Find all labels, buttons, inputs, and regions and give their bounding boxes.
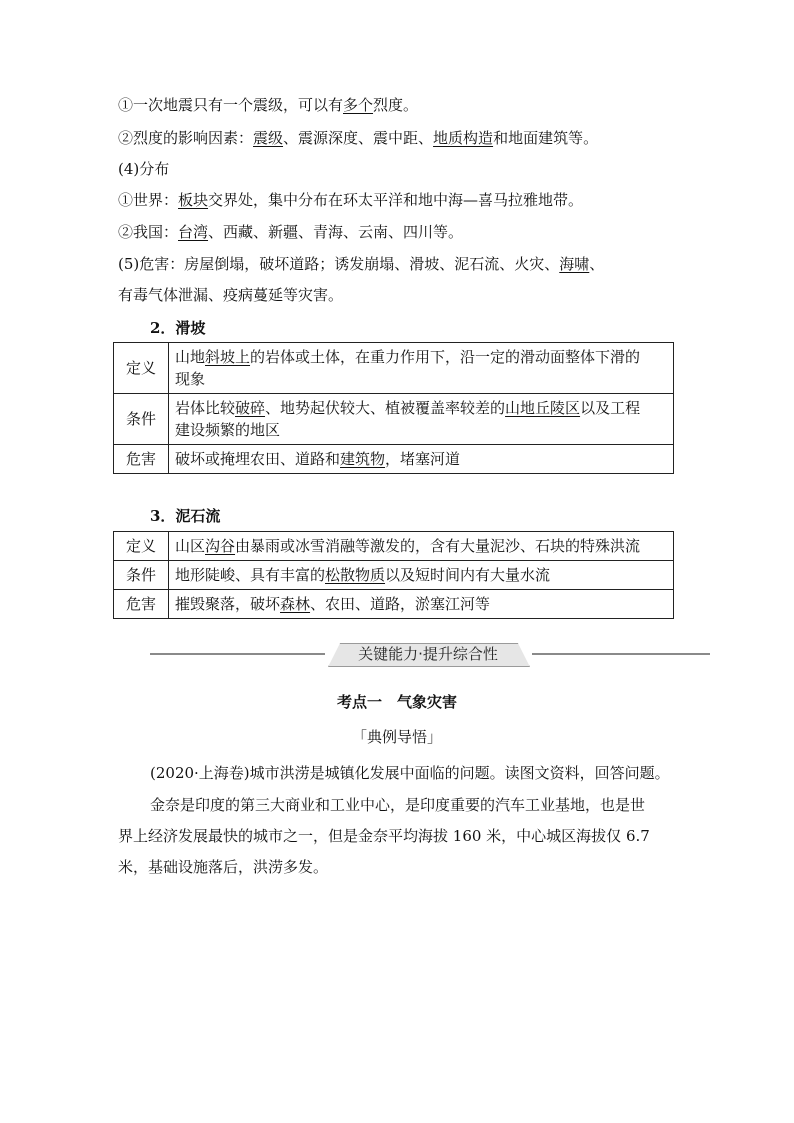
row-key: 条件 [114, 394, 169, 445]
example-line-1: (2020·上海卷)城市洪涝是城镇化发展中面临的问题。读图文资料，回答问题。 [150, 764, 670, 782]
underlined-text: 多个 [343, 96, 374, 114]
row-key: 定义 [114, 532, 169, 561]
text: 山区 [175, 537, 206, 555]
text: 、地势起伏较大、植被覆盖率较差的 [265, 399, 506, 417]
row-key: 定义 [114, 343, 169, 394]
text: 和地面建筑等。 [493, 129, 599, 147]
text: 由暴雨或冰雪消融等激发的，含有大量泥沙、石块的特殊洪流 [235, 537, 641, 555]
underlined-text: 震级 [253, 129, 284, 147]
table-row [114, 532, 674, 561]
world-distribution [118, 190, 583, 210]
text: 破坏或掩埋农田、道路和 [175, 450, 341, 468]
underlined-text: 斜坡上 [205, 348, 251, 366]
text: 摧毁聚落，破坏 [175, 595, 281, 613]
text: 、 [589, 255, 605, 273]
text: ②我国： [118, 223, 179, 241]
underlined-text: 沟谷 [205, 537, 236, 555]
text: ②烈度的影响因素： [118, 129, 254, 147]
hazards-line-1 [118, 254, 604, 274]
distribution-heading: (4)分布 [118, 160, 170, 178]
section-banner [150, 641, 710, 667]
table-row [114, 394, 674, 445]
example-line-4: 米，基础设施落后，洪涝多发。 [118, 858, 329, 876]
text: 地形陡峻、具有丰富的 [175, 566, 326, 584]
intensity-factors [118, 128, 598, 148]
underlined-text: 地质构造 [433, 129, 494, 147]
underlined-text: 破碎 [235, 399, 266, 417]
sub-title: 「典例导悟」 [351, 728, 442, 746]
text: 烈度。 [373, 96, 419, 114]
text: 、西藏、新疆、青海、云南、四川等。 [208, 223, 464, 241]
text: 现象 [175, 370, 206, 388]
underlined-text: 海啸 [559, 255, 590, 273]
debris-flow-table [113, 531, 674, 619]
banner-left-rule [150, 653, 325, 655]
section-title: 考点一 气象灾害 [336, 693, 457, 711]
text: 山地 [175, 348, 206, 366]
row-key: 条件 [114, 561, 169, 590]
underlined-text: 森林 [280, 595, 311, 613]
underlined-text: 台湾 [178, 223, 209, 241]
underlined-text: 松散物质 [325, 566, 386, 584]
example-line-3: 界上经济发展最快的城市之一，但是金奈平均海拔 160 米，中心城区海拔仅 6.7 [118, 827, 650, 845]
landslide-heading: 2．滑坡 [150, 319, 206, 337]
text: ①一次地震只有一个震级，可以有 [118, 96, 344, 114]
underlined-text: 建筑物 [340, 450, 386, 468]
row-value [169, 445, 674, 474]
underlined-text: 板块 [178, 191, 209, 209]
text: 交界处，集中分布在环太平洋和地中海—喜马拉雅地带。 [208, 191, 584, 209]
text: ，堵塞河道 [385, 450, 461, 468]
row-key: 危害 [114, 590, 169, 619]
text: 、农田、道路，淤塞江河等 [310, 595, 491, 613]
banner-label: 关键能力·提升综合性 [358, 645, 498, 663]
row-value [169, 394, 674, 445]
row-value [169, 343, 674, 394]
example-line-2: 金奈是印度的第三大商业和工业中心，是印度重要的汽车工业基地，也是世 [150, 796, 646, 814]
text: ①世界： [118, 191, 179, 209]
row-value [169, 590, 674, 619]
debris-flow-heading: 3．泥石流 [150, 507, 221, 525]
row-key: 危害 [114, 445, 169, 474]
text: 、震源深度、震中距、 [283, 129, 434, 147]
table-row [114, 561, 674, 590]
banner-right-rule [532, 653, 710, 655]
text: 以及短时间内有大量水流 [385, 566, 551, 584]
hazards-line-2: 有毒气体泄漏、疫病蔓延等灾害。 [118, 286, 344, 304]
text: 以及工程 [580, 399, 641, 417]
text: 建设频繁的地区 [175, 421, 281, 439]
intensity-note [118, 95, 418, 115]
text: (5)危害：房屋倒塌，破坏道路；诱发崩塌、滑坡、泥石流、火灾、 [118, 255, 560, 273]
china-distribution [118, 222, 463, 242]
table-row [114, 445, 674, 474]
row-value [169, 561, 674, 590]
table-row [114, 590, 674, 619]
landslide-table [113, 342, 674, 474]
table-row [114, 343, 674, 394]
row-value [169, 532, 674, 561]
text: 的岩体或土体，在重力作用下，沿一定的滑动面整体下滑的 [250, 348, 641, 366]
text: 岩体比较 [175, 399, 236, 417]
underlined-text: 山地丘陵区 [505, 399, 581, 417]
